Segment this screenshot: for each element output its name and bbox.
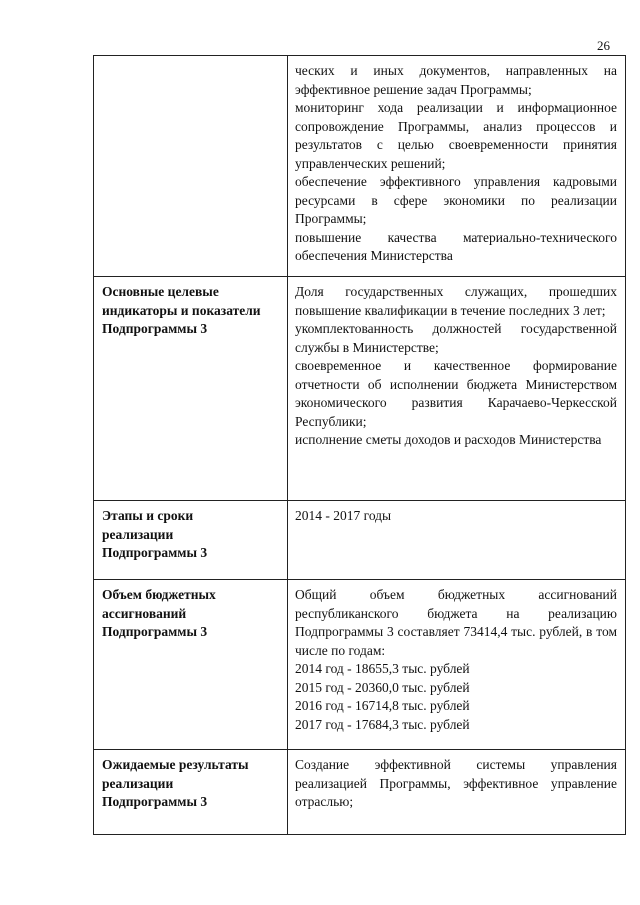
table-row <box>94 56 626 277</box>
value-paragraph: укомплектованность должностей государственной службы в Министерстве; <box>295 321 617 355</box>
subprogram-passport-table <box>93 55 626 835</box>
value-paragraph: 2016 год - 16714,8 тыс. рублей <box>295 698 470 713</box>
row-label-line: Подпрограммы 3 <box>102 624 208 639</box>
table-row <box>94 277 626 501</box>
row-label-line: Ожидаемые результаты <box>102 757 249 772</box>
row-value-cell <box>288 750 626 835</box>
row-label-cell <box>94 750 288 835</box>
value-paragraph: 2015 год - 20360,0 тыс. рублей <box>295 679 470 695</box>
row-value-cell <box>288 56 626 277</box>
row-label-line: реализации <box>102 775 174 791</box>
table-row <box>94 501 626 580</box>
row-label-line: Подпрограммы 3 <box>102 321 208 336</box>
value-paragraph: мониторинг хода реализации и информационное сопровождение Программы, анализ процессов и результатов с целью своевременности принятия управленческих решений; <box>295 100 617 171</box>
row-label-cell <box>94 501 288 580</box>
row-label-cell <box>94 580 288 750</box>
row-label-cell <box>94 277 288 501</box>
row-label-line: реализации <box>102 526 174 542</box>
table-row <box>94 750 626 835</box>
row-label-line: Объем бюджетных <box>102 587 216 602</box>
value-paragraph: обеспечение эффективного управления кадровыми ресурсами в сфере экономики по реализации Программы; <box>295 174 617 226</box>
value-paragraph: 2014 год - 18655,3 тыс. рублей <box>295 661 470 676</box>
row-value-cell <box>288 501 626 580</box>
value-paragraph: своевременное и качественное формирование отчетности об исполнении бюджета Министерством экономического развития Карачаево-Черкесской Республики; <box>295 358 617 429</box>
row-label-line: индикаторы и показатели <box>102 302 261 318</box>
row-value-cell <box>288 580 626 750</box>
row-label-line: Этапы и сроки <box>102 508 194 523</box>
value-paragraph: повышение качества материально-технического обеспечения Министерства <box>295 229 617 263</box>
row-label-line: Основные целевые <box>102 284 219 299</box>
row-label-line: Подпрограммы 3 <box>102 545 208 560</box>
value-paragraph: ческих и иных документов, направленных на эффективное решение задач Программы; <box>295 63 617 97</box>
value-paragraph: Создание эффективной системы управления реализацией Программы, эффективное управление отраслью; <box>295 757 617 809</box>
row-value-cell <box>288 277 626 501</box>
table-row <box>94 580 626 750</box>
value-paragraph: 2017 год - 17684,3 тыс. рублей <box>295 716 470 732</box>
row-label-cell <box>94 56 288 277</box>
value-paragraph: 2014 - 2017 годы <box>295 508 392 523</box>
row-label-line: ассигнований <box>102 605 187 621</box>
page-number: 26 <box>597 38 610 53</box>
value-paragraph: исполнение сметы доходов и расходов Министерства <box>295 432 602 447</box>
row-label-line: Подпрограммы 3 <box>102 794 208 809</box>
value-paragraph: Доля государственных служащих, прошедших повышение квалификации в течение последних 3 лет; <box>295 284 617 318</box>
value-paragraph: Общий объем бюджетных ассигнований республиканского бюджета на реализацию Подпрограммы 3 составляет 73414,4 тыс. рублей, в том числе по годам: <box>295 587 617 658</box>
